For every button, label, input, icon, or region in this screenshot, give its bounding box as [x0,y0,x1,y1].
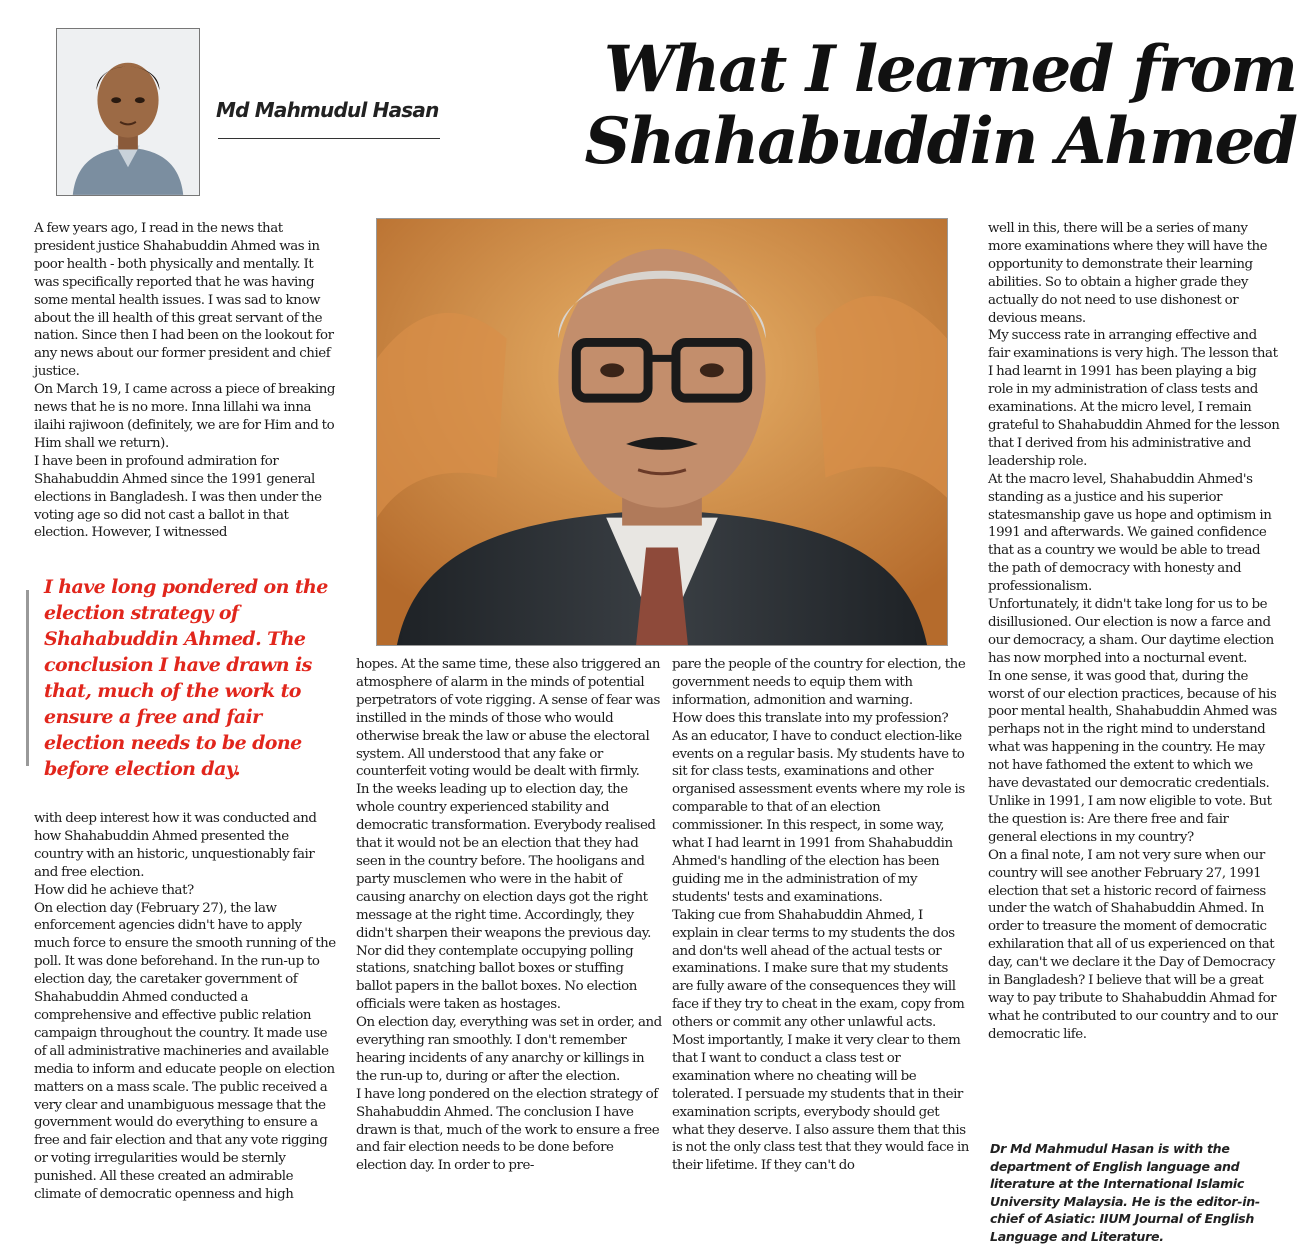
paragraph: Unfortunately, it didn't take long for us to be disillusioned. Our election is now a farce and our democracy, a sham. Our daytime election has now morphed into a nocturnal event. [988,597,1274,666]
author-photo [56,28,200,196]
byline-rule [218,138,440,139]
paragraph: In the weeks leading up to election day, the whole country experienced stability and democratic transformation. Everybody realised that it would not be an election that they had seen in the country before. The hooligans and party musclemen who were in the habit of causing anarchy on election days got the right message at the right time. Accordingly, they didn't sharpen their weapons the previous day. Nor did they contemplate occupying polling stations, snatching ballot boxes or stuffing ballot papers in the ballot boxes. No election officials were taken as hostages. [356,782,656,1013]
column-1-bottom [34,810,338,1204]
paragraph: Taking cue from Shahabuddin Ahmed, I explain in clear terms to my students the dos and don'ts well ahead of the actual tests or examinations. I make sure that my students are fully aware of the consequences they will face if they try to cheat in the exam, copy from others or commit any other unlawful acts. [672,907,965,1031]
author-bio: Dr Md Mahmudul Hasan is with the department of English language and literature at the International Islamic University Malaysia. He is the editor-in-chief of Asiatic: IIUM Journal of English Language and Literature. [990,1141,1260,1244]
column-1-top [34,220,338,542]
paragraph: I have long pondered on the election strategy of Shahabuddin Ahmed. The conclusion I have drawn is that, much of the work to ensure a free and fair election needs to be done before election day. In order to pre- [356,1086,660,1174]
headline [444,34,1296,178]
author-byline: Md Mahmudul Hasan [216,98,439,122]
headline-line-1: What I learned from [603,32,1296,107]
paragraph: On election day (February 27), the law enforcement agencies didn't have to apply much force to ensure the smooth running of the poll. It was done beforehand. In the run-up to election day, the caretaker government of Shahabuddin Ahmed conducted a comprehensive and effective public relation campaign throughout the country. It made use of all administrative machineries and available media to inform and educate people on election matters on a mass scale. The public received a very clear and unambiguous message that the government would do everything to ensure a free and fair election and that any vote rigging or voting irregularities would be sternly punished. All these created an admirable climate of democratic openness and high [34,900,336,1203]
paragraph: How does this translate into my profession? [672,710,949,726]
pull-quote-bar [26,590,29,766]
shahabuddin-portrait-image [377,219,947,645]
paragraph: As an educator, I have to conduct election-like events on a regular basis. My students have to sit for class tests, examinations and other organised assessment events where my role is comparable to that of an election commissioner. In this respect, in some way, what I had learnt in 1991 from Shahabuddin Ahmed's handling of the election has been guiding me in the administration of my students' tests and examinations. [672,728,965,905]
paragraph: pare the people of the country for election, the government needs to equip them with information, admonition and warning. [672,657,966,708]
paragraph: At the macro level, Shahabuddin Ahmed's standing as a justice and his superior statesmanship gave us hope and optimism in 1991 and afterwards. We gained confidence that as a country we would be able to tread the path of democracy with honesty and professionalism. [988,471,1272,595]
paragraph: Most importantly, I make it very clear to them that I want to conduct a class test or examination where no cheating will be tolerated. I persuade my students that in their examination scripts, everybody should get what they deserve. I also assure them that this is not the only class test that they would face in their lifetime. If they can't do [672,1033,969,1174]
shahabuddin-portrait-photo [376,218,948,646]
paragraph: hopes. At the same time, these also triggered an atmosphere of alarm in the minds of potential perpetrators of vote rigging. A sense of fear was instilled in the minds of those who would otherwise break the law or abuse the electoral system. All understood that any fake or counterfeit voting would be dealt with firmly. [356,657,661,780]
paragraph: On a final note, I am not very sure when our country will see another February 27, 1991 election that set a historic record of fairness under the watch of Shahabuddin Ahmed. In order to treasure the moment of democratic exhilaration that all of us experienced on that day, can't we declare it the Day of Democracy in Bangladesh? I believe that will be a great way to pay tribute to Shahabuddin Ahmad for what he contributed to our country and to our democratic life. [988,847,1278,1042]
paragraph: with deep interest how it was conducted and how Shahabuddin Ahmed presented the country with an historic, unquestionably fair and free election. [34,811,317,880]
paragraph: How did he achieve that? [34,882,194,898]
paragraph: On election day, everything was set in order, and everything ran smoothly. I don't remember hearing incidents of any anarchy or killings in the run-up to, during or after the election. [356,1015,662,1084]
column-3 [672,656,972,1175]
pull-quote: I have long pondered on the election strategy of Shahabuddin Ahmed. The conclusion I have drawn is that, much of the work to ensure a free and fair election needs to be done before election day. [44,576,328,780]
paragraph: In one sense, it was good that, during the worst of our election practices, because of his poor mental health, Shahabuddin Ahmed was perhaps not in the right mind to understand what was happening in the country. He may not have fathomed the extent to which we have devastated our democratic credentials. [988,668,1277,792]
column-4 [988,220,1280,1044]
paragraph: I have been in profound admiration for Shahabuddin Ahmed since the 1991 general elections in Bangladesh. I was then under the voting age so did not cast a ballot in that election. However, I witnessed [34,453,322,541]
paragraph: Unlike in 1991, I am now eligible to vote. But the question is: Are there free and fair general elections in my country? [988,794,1272,845]
headline-line-2: Shahabuddin Ahmed [584,104,1296,179]
column-2 [356,656,662,1175]
author-portrait-image [57,29,199,195]
paragraph: A few years ago, I read in the news that president justice Shahabuddin Ahmed was in poor health - both physically and mentally. It was specifically reported that he was having some mental health issues. I was sad to know about the ill health of this great servant of the nation. Since then I had been on the lookout for any news about our former president and chief justice. [34,221,334,380]
paragraph: My success rate in arranging effective and fair examinations is very high. The lesson that I had learnt in 1991 has been playing a big role in my administration of class tests and examinations. At the micro level, I remain grateful to Shahabuddin Ahmed for the lesson that I derived from his administrative and leadership role. [988,328,1280,469]
paragraph: On March 19, I came across a piece of breaking news that he is no more. Inna lillahi wa inna ilaihi rajiwoon (definitely, we are for Him and to Him shall we return). [34,382,335,451]
paragraph: well in this, there will be a series of many more examinations where they will have the opportunity to demonstrate their learning abilities. So to obtain a higher grade they actually do not need to use dishonest or devious means. [988,221,1268,326]
